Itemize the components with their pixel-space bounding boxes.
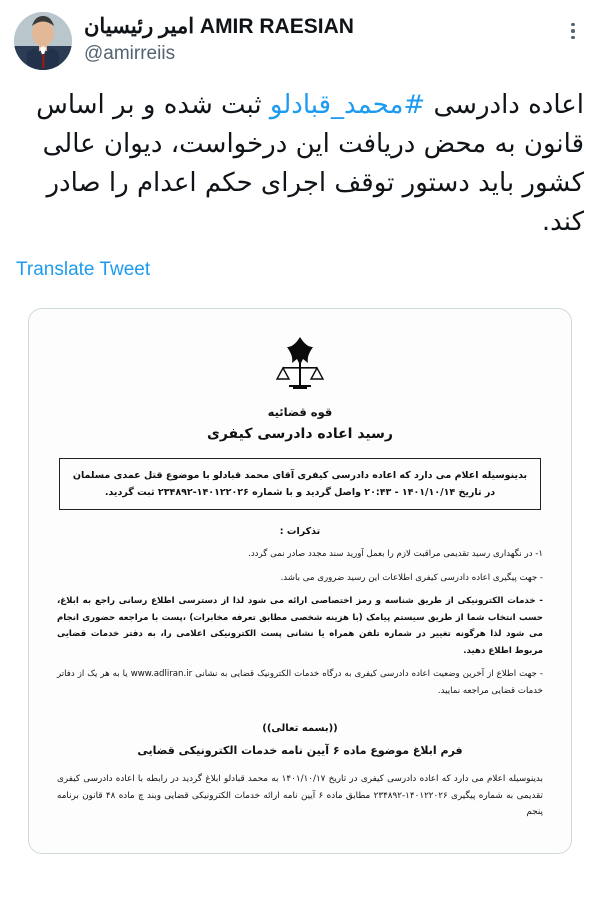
tweet-hashtag[interactable]: #محمد_قبادلو — [269, 90, 426, 120]
avatar-image — [14, 12, 72, 70]
translate-tweet-link[interactable]: Translate Tweet — [16, 259, 151, 280]
document-note: - خدمات الکترونیکی از طریق شناسه و رمز اختصاصی ارائه می شود لذا از دسترسی اطلاع رسانی راجع به ابلاغ، حسب انتخاب شما از طریق سیستم پیامک (با هزینه شخصی مطابق تعرفه مخابرات) ،پست با مراجعه حضوری انجام می شود لذا هرگونه تغییر در شماره تلفن همراه یا نشانی پست الکترونیکی اعلامی را، به دفتر خدمات قضایی مربوط اطلاع دهید. — [57, 596, 543, 656]
document-note: - جهت پیگیری اعاده دادرسی کیفری اطلاعات این رسید ضروری می باشد. — [280, 572, 543, 583]
avatar[interactable] — [14, 12, 72, 70]
tweet-media-card[interactable] — [28, 308, 572, 854]
document-receipt-box: بدینوسیله اعلام می دارد که اعاده دادرسی کیفری آقای محمد قبادلو با موضوع قتل عمدی مسلمان در تاریخ ۱۴۰۱/۱۰/۱۴ - ۲۰:۴۳ واصل گردید و با شماره ۱۴۰۱۲۲۰۲۶-۲۳۴۸۹۲ ثبت گردید. — [59, 458, 541, 510]
document-bismillah: ((بسمه تعالی)) — [262, 723, 338, 734]
tweet-text-after: ثبت شده و بر اساس قانون به محض دریافت این درخواست، دیوان عالی کشور باید دستور توقف اجرای حکم اعدام را صادر کند. — [36, 90, 584, 237]
more-options-icon[interactable] — [562, 20, 584, 42]
tweet-header — [14, 10, 586, 72]
tweet-text-before: اعاده دادرسی — [425, 90, 584, 120]
document-notes — [55, 546, 545, 699]
document-notes-title: تذکرات : — [279, 526, 321, 537]
document-org: قوه قضائیه — [267, 405, 333, 419]
tweet-text — [16, 86, 584, 242]
document-note: - جهت اطلاع از آخرین وضعیت اعاده دادرسی کیفری به درگاه خدمات الکترونیک قضایی به نشانی www.adliran.ir یا به هر یک از دفاتر خدمات قضایی مراجعه نمایید. — [57, 669, 543, 696]
handle[interactable]: @amirreiis — [84, 43, 176, 64]
iran-judiciary-emblem-icon — [273, 335, 327, 397]
document-body-text: بدینوسیله اعلام می دارد که اعاده دادرسی کیفری در تاریخ ۱۴۰۱/۱۰/۱۷ به محمد قبادلو ابلاغ گردید در رابطه با اعاده دادرسی کیفری تقدیمی به شماره پیگیری ۱۴۰۱۲۲۰۲۶-۲۳۴۸۹۲ مطابق ماده ۶ آیین نامه ارائه خدمات الکترونیکی قضایی وبند چ ماده ۴۸ قانون برنامه پنجم — [57, 774, 543, 817]
document-body — [55, 771, 545, 821]
document-note: ۱- در نگهداری رسید تقدیمی مراقبت لازم را بعمل آورید سند مجدد صادر نمی گردد. — [248, 549, 543, 559]
display-name[interactable]: امیر رئیسیان AMIR RAESIAN — [84, 15, 354, 38]
document-image — [29, 309, 571, 821]
name-block — [84, 10, 586, 66]
document-title: رسید اعاده دادرسی کیفری — [207, 426, 393, 442]
document-form-title: فرم ابلاغ موضوع ماده ۶ آیین نامه خدمات الکترونیکی قضایی — [137, 744, 463, 757]
